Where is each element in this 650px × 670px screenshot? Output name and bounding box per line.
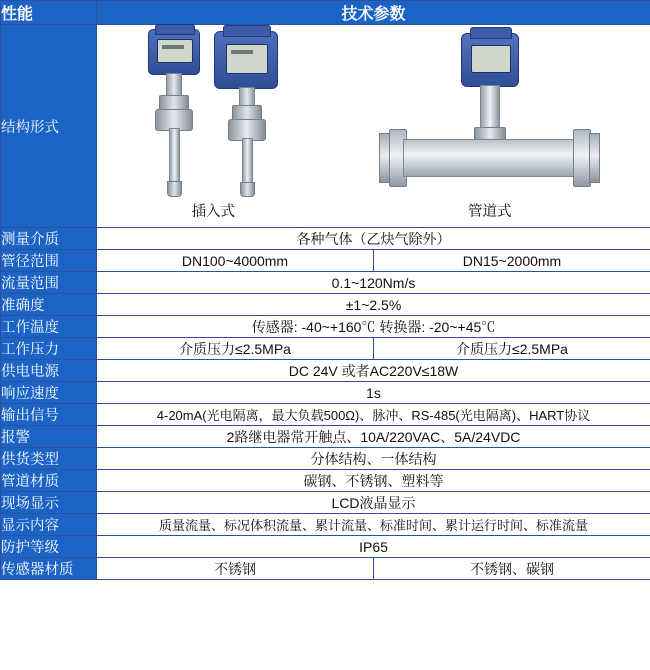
row-value: 质量流量、标况体积流量、累计流量、标准时间、累计运行时间、标准流量 [97,514,650,536]
row-label-structure: 结构形式 [1,25,97,228]
table-row [1,492,650,514]
table-row [1,250,650,272]
table-row [1,316,650,338]
probe-large-icon [210,29,284,197]
row-label: 供货类型 [1,448,97,470]
header-technical-parameters: 技术参数 [97,1,650,25]
structure-row [1,25,650,228]
row-value-right: 介质压力≤2.5MPa [374,338,650,360]
row-label: 工作压力 [1,338,97,360]
inline-type-flowmeter-image [375,27,605,197]
table-row [1,360,650,382]
row-value: DC 24V 或者AC220V≤18W [97,360,650,382]
row-value-left: 介质压力≤2.5MPa [97,338,374,360]
row-value: IP65 [97,536,650,558]
row-value-right: 不锈钢、碳钢 [374,558,650,580]
row-label: 现场显示 [1,492,97,514]
row-value-left: 不锈钢 [97,558,374,580]
table-row [1,228,650,250]
row-label: 供电电源 [1,360,97,382]
header-performance: 性能 [1,1,97,25]
figure-caption-inline: 管道式 [468,204,512,220]
probe-small-icon [142,29,204,197]
row-label: 测量介质 [1,228,97,250]
row-label: 报警 [1,426,97,448]
table-row [1,382,650,404]
table-body [1,1,650,580]
figure-inline-type [375,19,605,227]
row-label: 管径范围 [1,250,97,272]
table-row [1,448,650,470]
table-row [1,338,650,360]
table-row [1,558,650,580]
figure-caption-insertion: 插入式 [191,204,235,220]
table-row [1,426,650,448]
row-value: 4-20mA(光电隔离，最大负载500Ω)、脉冲、RS-485(光电隔离)、HART协议 [97,404,650,426]
row-label: 管道材质 [1,470,97,492]
row-value: 0.1~120Nm/s [97,272,650,294]
row-label: 输出信号 [1,404,97,426]
row-label: 防护等级 [1,536,97,558]
row-value-left: DN100~4000mm [97,250,374,272]
table-row [1,294,650,316]
row-value: 传感器: -40~+160℃ 转换器: -20~+45℃ [97,316,650,338]
row-label: 流量范围 [1,272,97,294]
row-value: LCD液晶显示 [97,492,650,514]
row-label: 工作温度 [1,316,97,338]
row-value: 碳钢、不锈钢、塑料等 [97,470,650,492]
row-value: 1s [97,382,650,404]
row-value-right: DN15~2000mm [374,250,650,272]
table-row [1,514,650,536]
row-label: 显示内容 [1,514,97,536]
row-label: 响应速度 [1,382,97,404]
table-row [1,404,650,426]
table-row [1,272,650,294]
table-row [1,470,650,492]
structure-figures [97,25,650,227]
row-value: 各种气体（乙炔气除外） [97,228,650,250]
insertion-type-flowmeter-image [142,27,284,197]
figure-insertion-type [142,19,284,227]
row-value: 2路继电器常开触点、10A/220VAC、5A/24VDC [97,426,650,448]
structure-images-cell [97,25,650,228]
row-value: 分体结构、一体结构 [97,448,650,470]
row-label: 传感器材质 [1,558,97,580]
row-label: 准确度 [1,294,97,316]
row-value: ±1~2.5% [97,294,650,316]
table-row [1,536,650,558]
